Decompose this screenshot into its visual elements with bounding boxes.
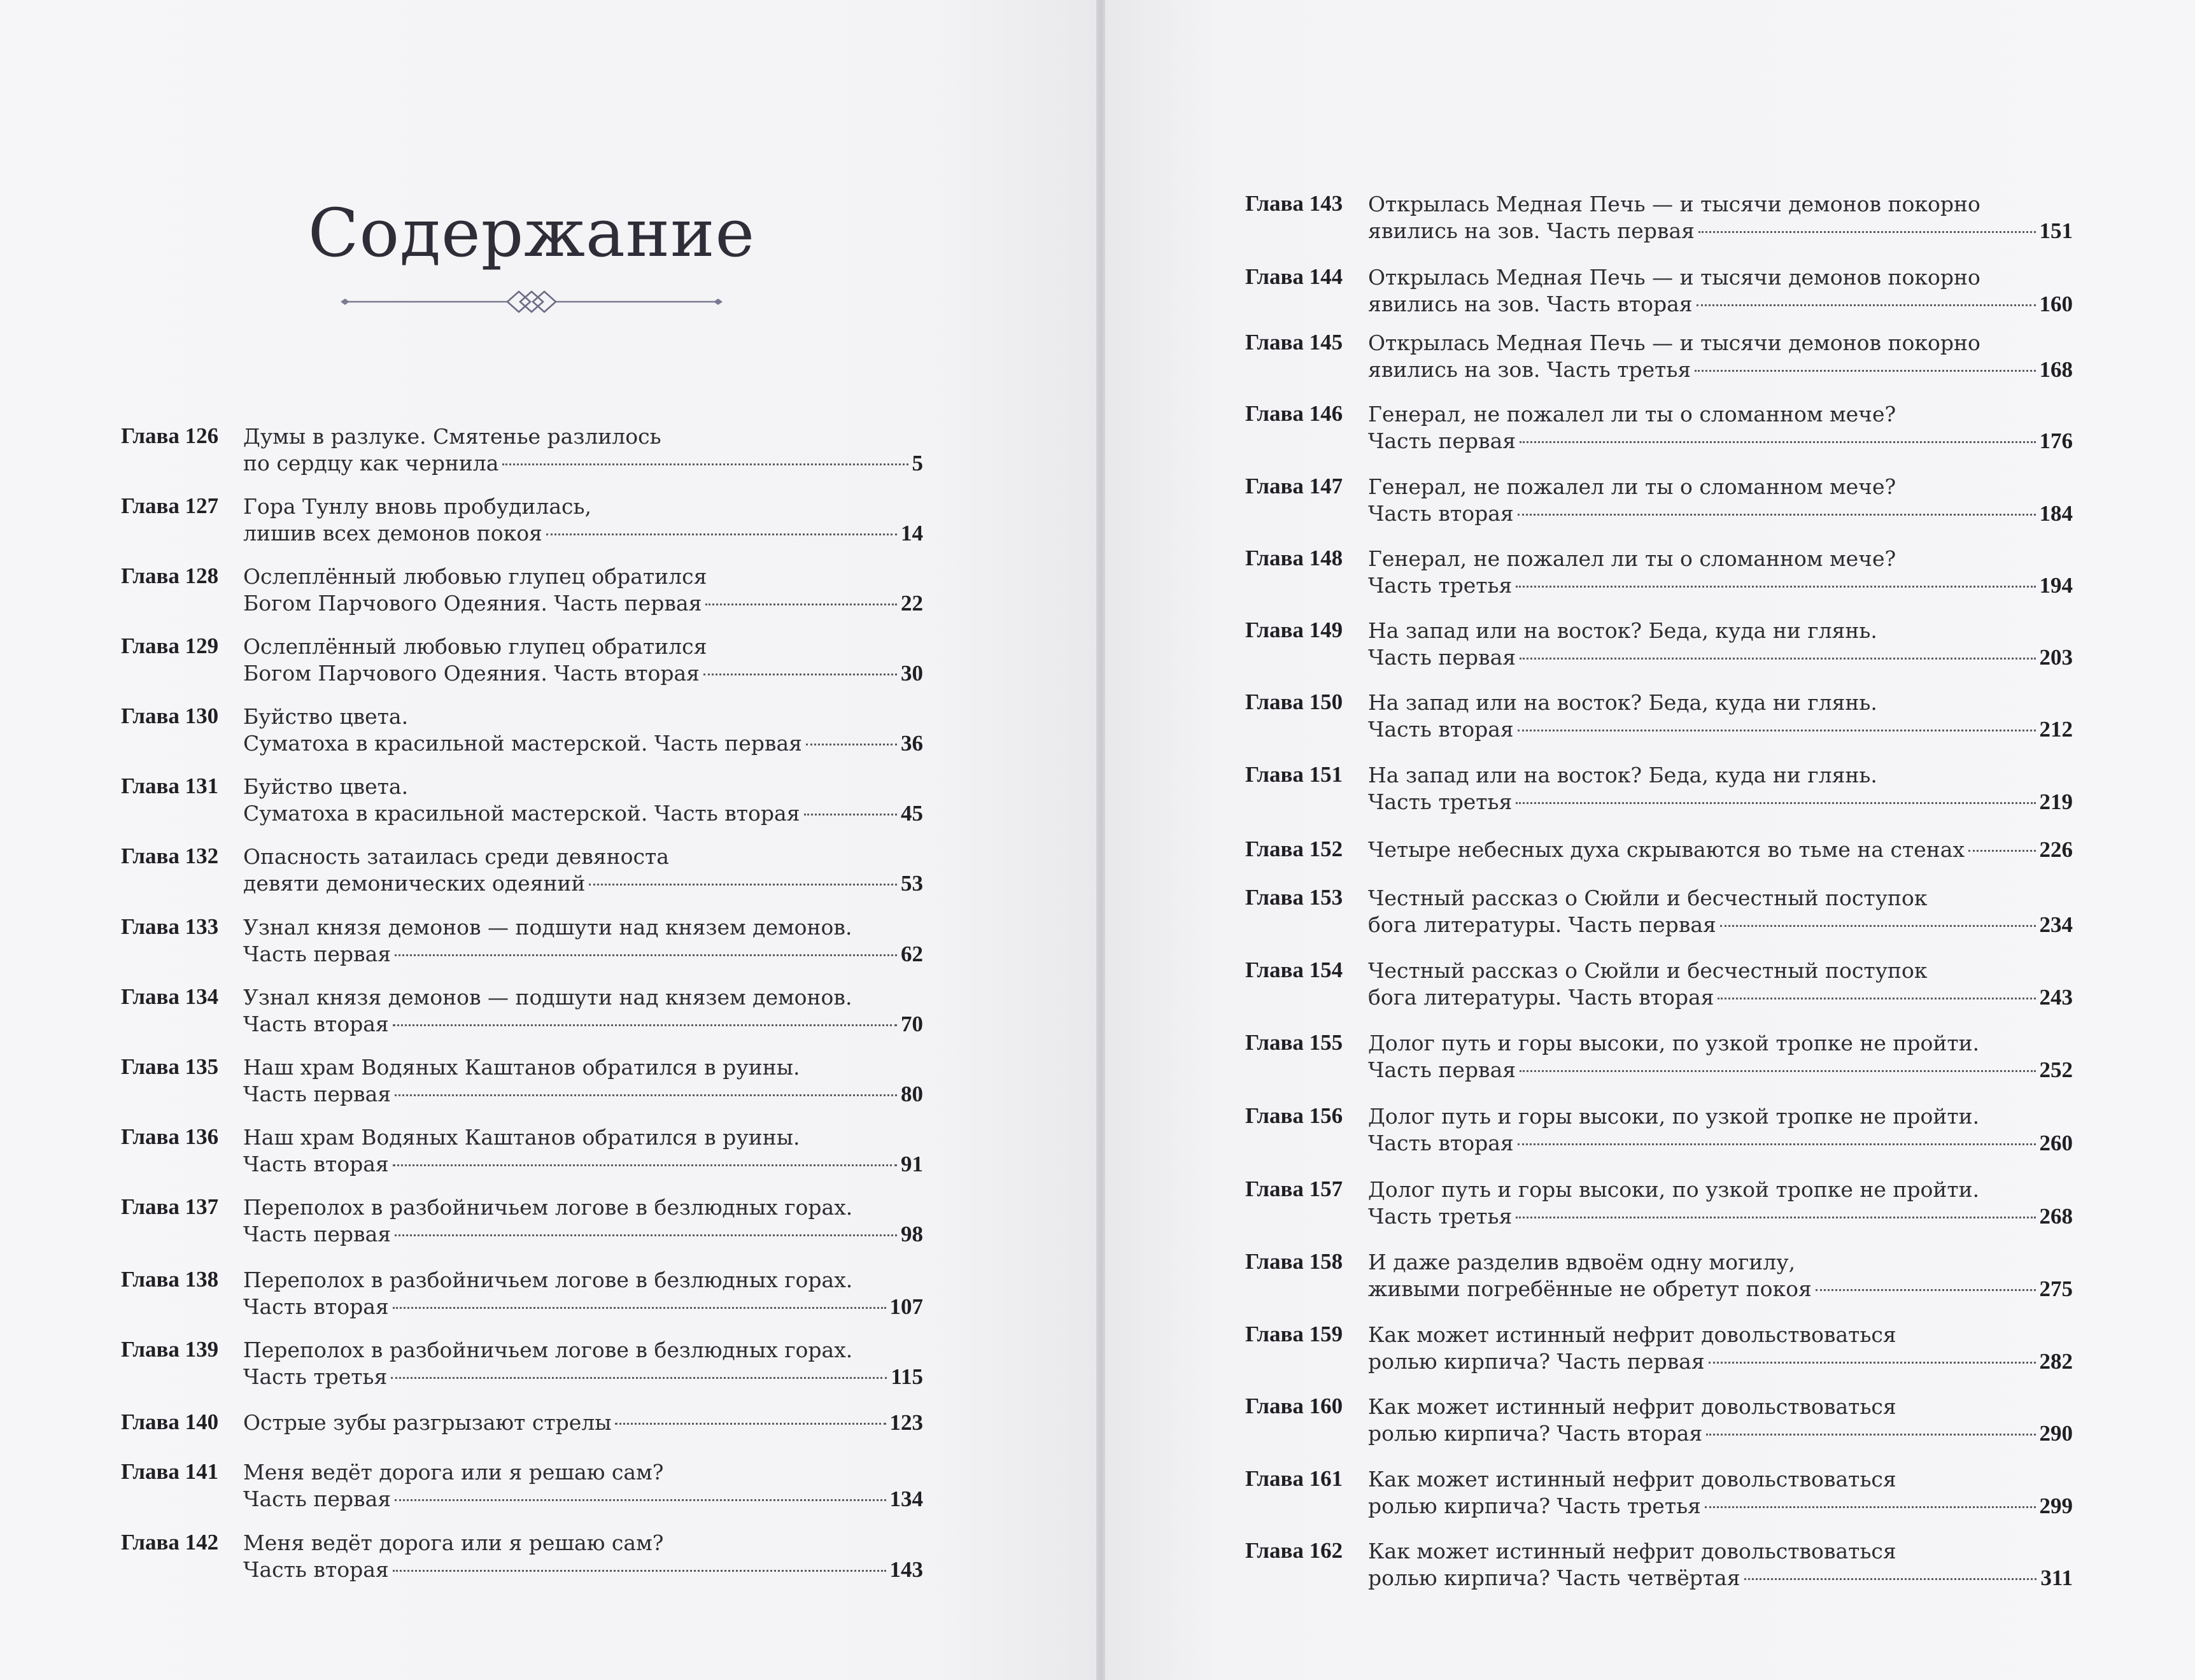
chapter-title-line2 [243,520,923,547]
chapter-title-text: Часть первая [243,1222,392,1246]
chapter-title-line1: Как может истинный нефрит довольствоваться [1368,1467,1896,1492]
chapter-number: Глава 128 [121,563,219,588]
chapter-title-line2 [1368,912,2073,938]
page-number: 123 [889,1410,923,1435]
chapter-number: Глава 154 [1245,957,1343,982]
toc-entry[interactable] [121,773,923,837]
chapter-title-line2 [243,1409,923,1436]
chapter-title-line1: Как может истинный нефрит довольствоваться [1368,1322,1896,1347]
chapter-title-text: Часть вторая [243,1152,389,1176]
toc-entry[interactable] [1245,1249,2073,1313]
chapter-title-line2 [243,450,923,477]
page-number: 168 [2039,357,2073,382]
dot-leader [705,604,897,605]
chapter-title-line1: Долог путь и горы высоки, по узкой тропке не пройти. [1368,1104,1980,1129]
chapter-title-text: Острые зубы разгрызают стрелы [243,1410,612,1435]
chapter-number: Глава 130 [121,703,219,728]
chapter-number: Глава 131 [121,773,219,798]
chapter-title [1368,474,2073,527]
dot-leader [1518,514,2036,516]
toc-entry[interactable] [1245,1466,2073,1530]
chapter-title-line2 [243,1486,923,1513]
chapter-number: Глава 153 [1245,885,1343,910]
chapter-title-text: бога литературы. Часть вторая [1368,985,1714,1010]
chapter-title-line1: Честный рассказ о Сюйли и бесчестный поступок [1368,886,1928,910]
toc-entry[interactable] [1245,689,2073,753]
chapter-number: Глава 135 [121,1054,219,1079]
chapter-title-text: Часть третья [1368,573,1513,598]
chapter-title [243,1124,923,1178]
chapter-title-text: Часть вторая [243,1012,389,1036]
chapter-title-line2 [243,1081,923,1108]
page-number: 275 [2039,1276,2073,1301]
toc-entry[interactable] [121,1124,923,1188]
page-number: 143 [889,1557,923,1582]
chapter-title-text: Часть вторая [1368,1131,1514,1155]
page-title: Содержание [307,194,756,272]
chapter-title-line1: Меня ведёт дорога или я решаю сам? [243,1460,664,1485]
page-number: 184 [2039,501,2073,526]
chapter-title-line1: Открылась Медная Печь — и тысячи демонов покорно [1368,330,1980,355]
chapter-title [1368,1538,2073,1592]
page-number: 234 [2039,912,2073,937]
chapter-title-text: Суматоха в красильной мастерской. Часть вторая [243,801,800,826]
page-number: 268 [2039,1204,2073,1229]
chapter-title-text: Часть первая [243,1486,392,1511]
chapter-title-line1: И даже разделив вдвоём одну могилу, [1368,1250,1796,1274]
chapter-title [1368,762,2073,815]
chapter-title-text: бога литературы. Часть первая [1368,912,1716,937]
chapter-title [1368,1030,2073,1084]
chapter-title-line2 [1368,291,2073,318]
page-number: 98 [901,1222,923,1246]
chapter-title-text: девяти демонических одеяний [243,871,586,896]
chapter-number: Глава 142 [121,1530,219,1555]
toc-entry[interactable] [121,423,923,487]
page-number: 260 [2039,1131,2073,1155]
page-number: 80 [901,1082,923,1106]
chapter-title-line1: Узнал князя демонов — подшути над князем демонов. [243,915,852,940]
page-number: 91 [901,1152,923,1176]
dot-leader [395,1234,897,1236]
chapter-title-line2 [1368,644,2073,671]
page-number: 212 [2039,717,2073,742]
toc-entry[interactable] [1245,264,2073,328]
chapter-title [1368,546,2073,599]
dot-leader [1706,1434,2035,1436]
toc-entry[interactable] [1245,762,2073,826]
chapter-title-line2 [1368,1276,2073,1302]
chapter-title-text: живыми погребённые не обретут покоя [1368,1276,1812,1301]
page-number: 62 [901,942,923,966]
chapter-number: Глава 147 [1245,474,1343,498]
page-number: 22 [901,591,923,616]
chapter-number: Глава 140 [121,1409,219,1434]
chapter-title-text: по сердцу как чернила [243,451,499,476]
toc-entry[interactable] [121,563,923,627]
chapter-title-line2 [243,660,923,687]
dot-leader [1518,730,2036,731]
dot-leader [703,674,897,675]
chapter-title-line2 [1368,1348,2073,1375]
dot-leader [1709,1362,2036,1364]
chapter-title-line1: Открылась Медная Печь — и тысячи демонов покорно [1368,265,1980,290]
chapter-title-line2 [1368,836,2073,863]
chapter-title-line2 [1368,789,2073,815]
chapter-title-line2 [243,1151,923,1178]
chapter-title [1368,1103,2073,1157]
chapter-number: Глава 146 [1245,401,1343,426]
dot-leader [1695,370,2035,372]
chapter-number: Глава 155 [1245,1030,1343,1055]
chapter-title-line2 [1368,1420,2073,1447]
chapter-number: Глава 141 [121,1459,219,1484]
chapter-number: Глава 156 [1245,1103,1343,1128]
chapter-number: Глава 158 [1245,1249,1343,1274]
chapter-title-line2 [243,1556,923,1583]
chapter-number: Глава 148 [1245,546,1343,570]
chapter-title-line1: Буйство цвета. [243,774,409,799]
chapter-title-line1: Думы в разлуке. Смятенье разлилось [243,424,661,449]
dot-leader [1968,850,2035,852]
toc-entry[interactable] [121,1530,923,1593]
chapter-title [243,1459,923,1513]
chapter-title [243,1337,923,1390]
chapter-title-line1: Ослеплённый любовью глупец обратился [243,634,707,659]
toc-entry[interactable] [1245,1176,2073,1240]
toc-entry[interactable] [1245,1394,2073,1457]
chapter-title-text: Суматоха в красильной мастерской. Часть первая [243,731,802,756]
chapter-title-line2 [1368,1493,2073,1520]
chapter-number: Глава 143 [1245,191,1343,216]
chapter-title-line2 [1368,1057,2073,1084]
chapter-title [1368,1176,2073,1230]
chapter-number: Глава 137 [121,1194,219,1219]
chapter-title [243,563,923,617]
chapter-title [243,1194,923,1248]
chapter-title-line1: Опасность затаилась среди девяноста [243,844,669,869]
toc-entry[interactable] [121,984,923,1048]
chapter-title-line2 [243,941,923,968]
chapter-title-line1: Ослеплённый любовью глупец обратился [243,564,707,589]
chapter-title-text: явились на зов. Часть третья [1368,357,1691,382]
page-number: 252 [2039,1057,2073,1082]
chapter-title-line2 [1368,500,2073,527]
chapter-number: Глава 139 [121,1337,219,1362]
page-number: 160 [2039,292,2073,316]
toc-entry[interactable] [1245,1103,2073,1167]
chapter-title [243,423,923,477]
dot-leader [589,884,897,886]
chapter-title-text: ролью кирпича? Часть третья [1368,1493,1701,1518]
chapter-number: Глава 138 [121,1267,219,1292]
chapter-title-text: Часть третья [1368,789,1513,814]
chapter-title-line1: Открылась Медная Печь — и тысячи демонов покорно [1368,192,1980,216]
chapter-title-line2 [243,800,923,827]
chapter-title [243,844,923,897]
chapter-number: Глава 162 [1245,1538,1343,1563]
chapter-number: Глава 157 [1245,1176,1343,1201]
chapter-title-text: ролью кирпича? Часть четвёртая [1368,1565,1740,1590]
dot-leader [1516,1217,2035,1218]
chapter-title-line2 [243,870,923,897]
chapter-title-line1: Долог путь и горы высоки, по узкой тропке не пройти. [1368,1031,1980,1055]
chapter-title [1368,1249,2073,1302]
toc-entry[interactable] [1245,957,2073,1021]
toc-entry[interactable] [121,703,923,767]
dot-leader [391,1377,887,1379]
chapter-title-text: Часть третья [1368,1204,1513,1229]
dot-leader [1516,586,2035,588]
chapter-title-text: Часть третья [243,1364,388,1389]
chapter-title-line2 [1368,572,2073,599]
page-number: 115 [891,1364,923,1389]
page-number: 14 [901,521,923,546]
chapter-title-text: ролью кирпича? Часть первая [1368,1349,1705,1374]
page-number: 36 [901,731,923,756]
chapter-title [1368,885,2073,938]
dot-leader [1697,304,2036,306]
chapter-number: Глава 133 [121,914,219,939]
chapter-title [1368,1466,2073,1520]
chapter-title-line1: Наш храм Водяных Каштанов обратился в руины. [243,1055,800,1080]
chapter-title-line1: Генерал, не пожалел ли ты о сломанном мече? [1368,402,1896,427]
chapter-title-line2 [1368,1565,2073,1592]
toc-entry[interactable] [1245,401,2073,465]
chapter-title-line1: Гора Тунлу вновь пробудилась, [243,494,591,519]
chapter-number: Глава 132 [121,844,219,868]
toc-entry[interactable] [121,914,923,978]
chapter-title-line1: Как может истинный нефрит довольствоваться [1368,1539,1896,1564]
toc-entry[interactable] [1245,1322,2073,1385]
page-number: 311 [2040,1565,2073,1590]
dot-leader [1516,802,2035,804]
chapter-title-text: Часть вторая [243,1557,389,1582]
page-number: 134 [889,1486,923,1511]
chapter-title-line2 [1368,1203,2073,1230]
toc-entry[interactable] [1245,191,2073,255]
dot-leader [395,954,897,956]
dot-leader [1744,1578,2037,1580]
toc-entry[interactable] [121,1459,923,1523]
chapter-title [243,773,923,827]
page-number: 290 [2039,1421,2073,1446]
chapter-title-line2 [1368,984,2073,1011]
page-number: 203 [2039,645,2073,670]
page-number: 53 [901,871,923,896]
dot-leader [806,744,897,745]
chapter-title-line1: Долог путь и горы высоки, по узкой тропке не пройти. [1368,1177,1980,1202]
chapter-number: Глава 151 [1245,762,1343,787]
dot-leader [393,1164,897,1166]
toc-entry[interactable] [1245,546,2073,609]
chapter-title-text: лишив всех демонов покоя [243,521,542,546]
chapter-number: Глава 136 [121,1124,219,1149]
chapter-title-line2 [1368,356,2073,383]
dot-leader [393,1024,897,1026]
toc-entry[interactable] [121,633,923,697]
dot-leader [1518,1143,2036,1145]
chapter-number: Глава 149 [1245,618,1343,642]
chapter-title [243,633,923,687]
toc-entry[interactable] [1245,474,2073,537]
dot-leader [393,1307,886,1309]
chapter-title-line2 [1368,1130,2073,1157]
toc-entry[interactable] [121,844,923,907]
toc-entry[interactable] [121,1267,923,1331]
page-number: 226 [2039,837,2073,862]
chapter-title [243,493,923,547]
toc-entry[interactable] [1245,885,2073,949]
chapter-title-line1: Переполох в разбойничьем логове в безлюдных горах. [243,1338,853,1362]
chapter-title-text: Часть первая [243,942,392,966]
toc-entry[interactable] [1245,618,2073,681]
toc-entry[interactable] [121,493,923,557]
chapter-title-line1: Наш храм Водяных Каштанов обратился в руины. [243,1125,800,1150]
chapter-number: Глава 160 [1245,1394,1343,1418]
dot-leader [1520,1070,2035,1072]
chapter-number: Глава 152 [1245,836,1343,861]
chapter-title-line2 [243,1221,923,1248]
chapter-title-line1: Переполох в разбойничьем логове в безлюдных горах. [243,1267,853,1292]
page-number: 30 [901,661,923,686]
chapter-title-line2 [243,1294,923,1320]
toc-entry[interactable] [1245,1538,2073,1602]
chapter-title-text: Часть вторая [1368,717,1514,742]
chapter-title-line2 [1368,716,2073,743]
dot-leader [1520,441,2035,443]
page-number: 176 [2039,428,2073,453]
dot-leader [804,814,897,815]
chapter-title-line2 [243,730,923,757]
chapter-number: Глава 161 [1245,1466,1343,1491]
chapter-title-line1: Меня ведёт дорога или я решаю сам? [243,1530,664,1555]
chapter-title [243,984,923,1038]
dot-leader [1720,925,2036,927]
chapter-title [1368,689,2073,743]
dot-leader [615,1423,886,1425]
chapter-number: Глава 134 [121,984,219,1009]
page-number: 243 [2039,985,2073,1010]
chapter-title-line1: Генерал, не пожалел ли ты о сломанном мече? [1368,474,1896,499]
chapter-title-text: Часть первая [243,1082,392,1106]
chapter-title [1368,191,2073,244]
chapter-title-line1: Переполох в разбойничьем логове в безлюдных горах. [243,1195,853,1220]
dot-leader [393,1570,886,1572]
dot-leader [1520,658,2035,660]
dot-leader [546,533,897,535]
page-number: 219 [2039,789,2073,814]
toc-entry[interactable] [1245,330,2073,393]
page-number: 282 [2039,1349,2073,1374]
dot-leader [1816,1289,2036,1291]
chapter-number: Глава 150 [1245,689,1343,714]
chapter-title-text: явились на зов. Часть первая [1368,218,1695,243]
chapter-title-text: Богом Парчового Одеяния. Часть вторая [243,661,700,686]
chapter-title-text: Четыре небесных духа скрываются во тьме на стенах [1368,837,1965,862]
chapter-title-line1: Узнал князя демонов — подшути над князем демонов. [243,985,852,1010]
chapter-number: Глава 127 [121,493,219,518]
chapter-title [243,914,923,968]
chapter-title-line2 [243,1011,923,1038]
chapter-title-text: ролью кирпича? Часть вторая [1368,1421,1703,1446]
page-number: 5 [912,451,923,476]
chapter-number: Глава 129 [121,633,219,658]
chapter-title [1368,401,2073,455]
page-number: 151 [2039,218,2073,243]
chapter-title [1368,1322,2073,1375]
chapter-title-line1: Честный рассказ о Сюйли и бесчестный поступок [1368,958,1928,983]
chapter-title-line1: На запад или на восток? Беда, куда ни глянь. [1368,690,1877,715]
dot-leader [1698,231,2036,233]
page-number: 70 [901,1012,923,1036]
chapter-title-text: Часть вторая [243,1294,389,1319]
chapter-title-line1: На запад или на восток? Беда, куда ни глянь. [1368,763,1877,787]
chapter-title [1368,264,2073,318]
toc-entry[interactable] [121,1337,923,1401]
chapter-title [1368,330,2073,383]
chapter-title-line2 [243,1364,923,1390]
chapter-title [1368,1394,2073,1447]
chapter-title-line1: Буйство цвета. [243,704,409,729]
chapter-title [243,703,923,757]
chapter-title-text: Часть вторая [1368,501,1514,526]
chapter-title-line2 [243,590,923,617]
toc-entry[interactable] [1245,1030,2073,1094]
chapter-title [243,1267,923,1320]
chapter-title-line2 [1368,428,2073,455]
dot-leader [502,463,908,465]
chapter-title-text: Часть первая [1368,1057,1516,1082]
page-number: 107 [889,1294,923,1319]
dot-leader [1705,1506,2036,1508]
dot-leader [395,1499,886,1501]
page-number: 299 [2039,1493,2073,1518]
chapter-number: Глава 159 [1245,1322,1343,1346]
chapter-title-text: Богом Парчового Одеяния. Часть первая [243,591,702,616]
chapter-title-text: явились на зов. Часть вторая [1368,292,1693,316]
page-number: 45 [901,801,923,826]
book-gutter [1096,0,1105,1680]
chapter-title [1368,618,2073,671]
chapter-title [1368,957,2073,1011]
chapter-number: Глава 144 [1245,264,1343,289]
title-ornament [341,288,723,315]
chapter-title [243,1054,923,1108]
chapter-title-line1: На запад или на восток? Беда, куда ни глянь. [1368,618,1877,643]
page-number: 194 [2039,573,2073,598]
chapter-title-line1: Как может истинный нефрит довольствоваться [1368,1394,1896,1419]
toc-entry[interactable] [121,1054,923,1118]
chapter-number: Глава 126 [121,423,219,448]
chapter-title-line2 [1368,218,2073,244]
chapter-title-text: Часть первая [1368,428,1516,453]
chapter-title-line1: Генерал, не пожалел ли ты о сломанном мече? [1368,546,1896,571]
dot-leader [395,1094,897,1096]
chapter-title [1368,836,2073,863]
chapter-number: Глава 145 [1245,330,1343,355]
toc-entry[interactable] [121,1194,923,1258]
chapter-title [243,1530,923,1583]
chapter-title-text: Часть первая [1368,645,1516,670]
dot-leader [1718,998,2035,999]
chapter-title [243,1409,923,1436]
